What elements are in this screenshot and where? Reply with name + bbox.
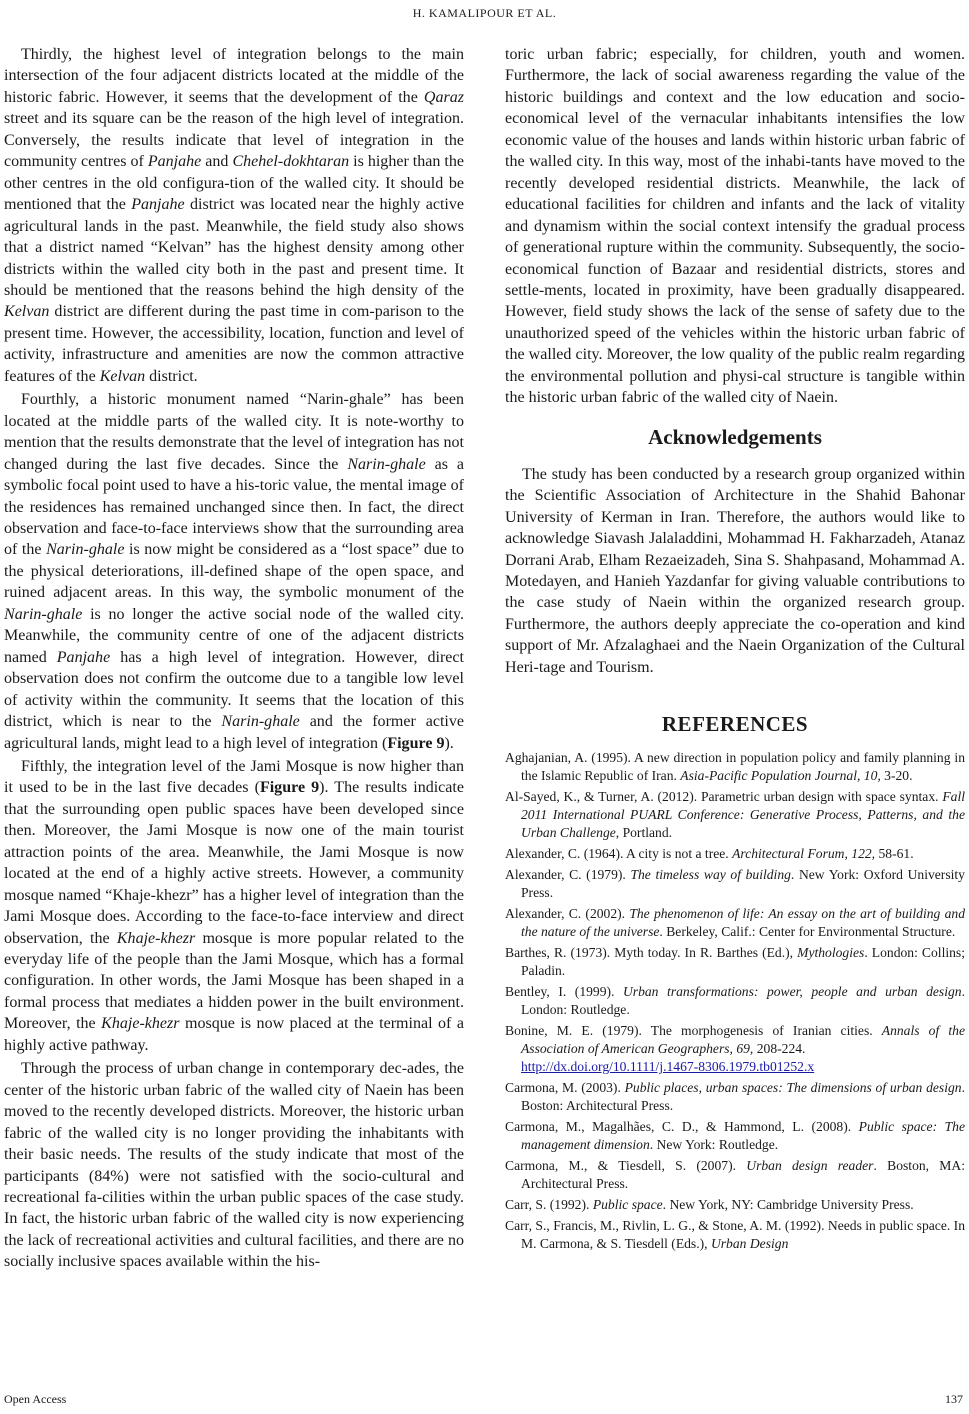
reference-entry: Alexander, C. (2002). The phenomenon of life: An essay on the art of building and the nature of the universe. Berkeley, Calif.: Center for Environmental Structure. — [505, 906, 965, 940]
running-head: H. KAMALIPOUR ET AL. — [412, 6, 557, 20]
paragraph-thirdly: Thirdly, the highest level of integration belongs to the main intersection of the four adjacent districts located at the middle of the historic fabric. However, it seems that the development of the Qaraz street and its square can be the reason of the high level of integration. Conversely, the results indicate that level of integration in the community centres of Panjahe and Chehel-dokhtaran is higher than the other centres in the old configura-tion of the walled city. It should be mentioned that the Panjahe district was located near the highly active agricultural lands in the past. Meanwhile, the field study also shows that a district named “Kelvan” has the highest density among other districts within the walled city both in the past and present time. It should be mentioned that the reasons behind the high density of the Kelvan district are different during the past time in com-parison to the present time. However, the accessibility, location, function and level of activity, infrastructure and amenities are now the common attractive features of the Kelvan district. — [4, 46, 465, 385]
reference-entry: Alexander, C. (1979). The timeless way of building. New York: Oxford University Press. — [505, 867, 965, 901]
figure-9-link[interactable]: Figure 9 — [387, 734, 445, 752]
reference-entry: Aghajanian, A. (1995). A new direction in population policy and family planning in the Islamic Republic of Iran. Asia-Pacific Population Journal, 10, 3-20. — [505, 750, 965, 784]
references-list — [505, 749, 965, 1253]
acknowledgements-text: The study has been conducted by a research group organized within the Scientific Association of Architecture in the Shahid Bahonar University of Kerman in Iran. Therefore, the authors would like to acknowledge Siavash Jalaladdini, Mohammad H. Fakharzadeh, Atanaz Dorrani Arab, Elham Rezaeizadeh, Sina S. Shahpasand, Mohammad A. Motedayen, and Hanieh Yazdanfar for giving valuable contributions to the case study of Naein within the organized research group. Furthermore, the authors deeply appreciate the co-operation and kind support of Mr. Afzalaghaei and the Naein Organization of the Cultural Heri-tage and Tourism. — [505, 465, 965, 676]
paragraph-urban-change: Through the process of urban change in contemporary dec-ades, the center of the historic urban fabric of the walled city of Naein has been moved to the recently developed districts. Moreover, the historic urban fabric of the walled city is no longer providing the inhabitants with their basic needs. The results of the study indicate that most of the participants (84%) were not satisfied with the socio-cultural and recreational fa-cilities within the urban public spaces of the case study. In fact, the historic urban fabric of the walled city is now experiencing the lack of recreational activities and cultural facilities, and there are no socially inclusive spaces available within the his- — [4, 1060, 464, 1271]
reference-entry: Al-Sayed, K., & Turner, A. (2012). Parametric urban design with space syntax. Fall 2011 International PUARL Conference: Generative Process, Patterns, and the Urban Challenge, Portland. — [505, 789, 965, 841]
reference-entry: Bentley, I. (1999). Urban transformations: power, people and urban design. London: Routledge. — [505, 984, 965, 1018]
reference-entry: Carmona, M. (2003). Public places, urban spaces: The dimensions of urban design. Boston: Architectural Press. — [505, 1080, 965, 1114]
acknowledgements-heading: Acknowledgements — [648, 424, 822, 449]
right-column — [505, 44, 965, 1256]
reference-entry: Barthes, R. (1973). Myth today. In R. Barthes (Ed.), Mythologies. London: Collins; Paladin. — [505, 945, 965, 979]
paragraph-fourthly: Fourthly, a historic monument named “Narin-ghale” has been located at the middle parts of the walled city. It is note-worthy to mention that the results demonstrate that the level of integration has not changed during the last five decades. Since the Narin-ghale as a symbolic focal point used to have a his-toric value, the mental image of the residences has remained unchanged since then. In fact, the direct observation and face-to-face interviews show that the surrounding area of the Narin-ghale is now might be considered as a “lost space” due to the physical deteriorations, ill-defined shape of the open space, and ruined adjacent areas. In this way, the symbolic monument of the Narin-ghale is no longer the active social node of the walled city. Meanwhile, the community centre of one of the adjacent districts named Panjahe has a high level of integration. However, direct observation does not confirm the outcome due to a tangible low level of activity within the community. It seems that the location of this district, which is near to the Narin-ghale and the former active agricultural lands, might lead to a high level of integration (Figure 9). — [4, 391, 464, 752]
figure-9-link[interactable]: Figure 9 — [259, 779, 320, 797]
reference-entry: Carr, S., Francis, M., Rivlin, L. G., & Stone, A. M. (1992). Needs in public space. In M. Carmona, & S. Tiesdell (Eds.), Urban Design — [505, 1218, 965, 1252]
paragraph-continued: toric urban fabric; especially, for children, youth and women. Furthermore, the lack of social awareness regarding the value of the historic buildings and context and the low education and socio-economical level of the vernacular inhabitants intensifies the low economic value of the houses and lands within historic urban fabric of the walled city. In this way, most of the inhabi-tants have moved to the recently developed residential districts. Meanwhile, the lack of educational facilities for children and infants and the lack of vitality and dynamism within the social context intensify the gradual process of generational rupture within the community. Subsequently, the socio-economical function of Bazaar and residential districts, stores and settle-ments, located in proximity, have been gradually disappeared. However, field study shows the lack of the sense of safety due to the unauthorized speed of the vehicles within the historic urban fabric of the walled city. Moreover, the low quality of the public realm regarding the environmental pollution and physi-cal structure is tangible within the historic urban fabric of the walled city of Naein. — [505, 46, 965, 407]
reference-entry: Bonine, M. E. (1979). The morphogenesis of Iranian cities. Annals of the Association of American Geographers, 69, 208-224. http://dx.doi.org/10.1111/j.1467-8306.1979.tb01252.x — [505, 1023, 965, 1075]
references-heading: REFERENCES — [661, 712, 809, 737]
reference-entry: Carmona, M., & Tiesdell, S. (2007). Urban design reader. Boston, MA: Architectural Press. — [505, 1158, 965, 1192]
footer-open-access: Open Access — [4, 1392, 67, 1406]
doi-link[interactable]: http://dx.doi.org/10.1111/j.1467-8306.1979.tb01252.x — [521, 1059, 815, 1075]
reference-entry: Carr, S. (1992). Public space. New York, NY: Cambridge University Press. — [505, 1197, 914, 1213]
left-column — [4, 44, 464, 1273]
paragraph-fifthly: Fifthly, the integration level of the Jami Mosque is now higher than it used to be in the last five decades (Figure 9). The results indicate that the surrounding open public spaces have been developed since then. Moreover, the Jami Mosque is now one of the main tourist attraction points of the area. Meanwhile, the Jami Mosque is now located at the end of a highly active streets. However, a community mosque named “Khaje-khezr” has a higher level of integration than the Jami Mosque does. According to the face-to-face interview and direct observation, the Khaje-khezr mosque is more popular related to the everyday life of the people than the Jami Mosque, which has a formal configuration. In other words, the Jami Mosque has been shaped in a formal process that mediates a hidden power in the built environment. Moreover, the Khaje-khezr mosque is now placed at the terminal of a highly active pathway. — [4, 757, 464, 1054]
reference-entry: Alexander, C. (1964). A city is not a tree. Architectural Forum, 122, 58-61. — [505, 846, 914, 862]
reference-entry: Carmona, M., Magalhães, C. D., & Hammond, L. (2008). Public space: The management dimension. New York: Routledge. — [505, 1119, 965, 1153]
page-number: 137 — [945, 1392, 963, 1406]
